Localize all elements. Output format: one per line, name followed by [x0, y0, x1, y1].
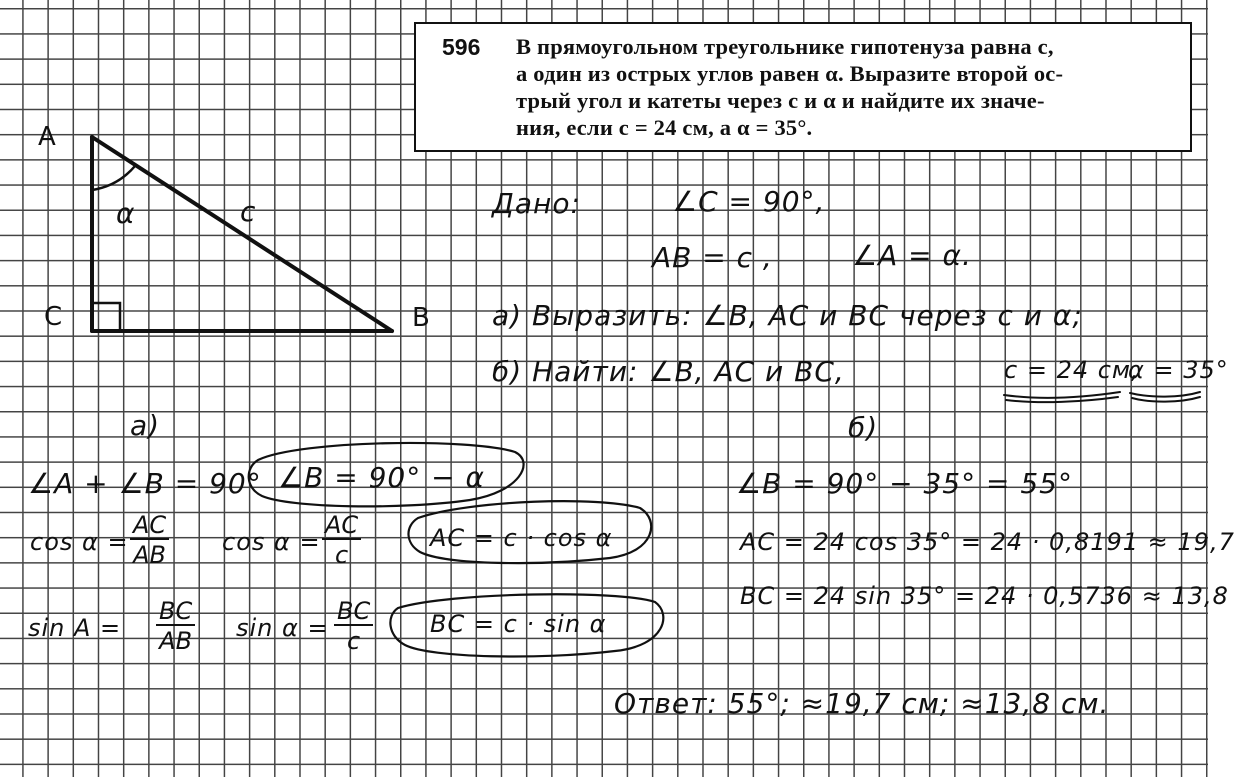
vertex-a-label: A: [38, 122, 57, 152]
cos2-denominator: c: [334, 541, 349, 570]
given-angle-c: ∠C = 90°,: [672, 185, 826, 218]
alpha-value-underline-2: [1132, 397, 1200, 402]
cos2-numerator: AC: [322, 512, 361, 540]
sin-a-lhs: sin A =: [28, 614, 122, 642]
cos-fraction-2: [322, 512, 361, 569]
hypotenuse-ab: [92, 137, 392, 331]
cos-alpha-lhs-2: cos α =: [222, 528, 321, 556]
cos-alpha-lhs: cos α =: [30, 528, 129, 556]
given-ab: AB = c ,: [652, 241, 773, 274]
sin-denominator: AB: [159, 627, 193, 656]
task-b-line: б) Найти: ∠B, AC и BC,: [492, 355, 845, 388]
alpha-value-underline-1: [1130, 392, 1200, 397]
sin-numerator: BC: [156, 598, 195, 626]
sin2-denominator: c: [347, 627, 361, 656]
bc-result: BC = c · sin α: [430, 610, 607, 638]
hypotenuse-label: c: [240, 195, 257, 228]
angle-b-result: ∠B = 90° − α: [278, 461, 485, 494]
angle-alpha-label: α: [116, 197, 136, 230]
cos-numerator: AC: [130, 512, 169, 540]
vertex-b-label: B: [412, 303, 431, 333]
ac-result: AC = c · cos α: [430, 524, 613, 552]
sin-fraction-2: [334, 598, 373, 655]
right-angle-mark: [92, 303, 120, 331]
sin-alpha-lhs: sin α =: [236, 614, 329, 642]
cos-denominator: AB: [133, 541, 167, 570]
problem-number: 596: [442, 34, 481, 60]
problem-line-2: а один из острых углов равен α. Выразите второй ос-: [516, 61, 1064, 86]
problem-line-3: трый угол и катеты через c и α и найдите их значе-: [516, 88, 1045, 113]
sin-fraction: [156, 598, 195, 655]
answer-line: Ответ: 55°; ≈19,7 см; ≈13,8 см.: [614, 687, 1110, 720]
given-label: Дано:: [492, 187, 581, 220]
angle-b-calc: ∠B = 90° − 35° = 55°: [736, 467, 1073, 500]
cos-fraction: [130, 512, 169, 569]
angle-alpha-arc: [92, 166, 135, 190]
ac-calc: AC = 24 cos 35° = 24 · 0,8191 ≈ 19,7: [740, 528, 1235, 556]
problem-line-1: В прямоугольном треугольнике гипотенуза равна c,: [516, 34, 1054, 59]
vertex-c-label: C: [44, 302, 64, 332]
task-alpha-value: α = 35°: [1128, 356, 1229, 384]
part-b-label: б): [848, 411, 879, 444]
task-a-line: а) Выразить: ∠B, AC и BC через c и α;: [492, 299, 1083, 332]
angle-sum-eq: ∠A + ∠B = 90°: [28, 467, 262, 500]
problem-line-4: ния, если c = 24 см, а α = 35°.: [516, 115, 813, 140]
c-value-underline-1: [1004, 392, 1120, 398]
task-c-value: c = 24 см,: [1004, 356, 1140, 384]
given-angle-a: ∠A = α.: [852, 239, 972, 272]
sin2-numerator: BC: [334, 598, 373, 626]
bc-calc: BC = 24 sin 35° = 24 · 0,5736 ≈ 13,8: [740, 582, 1229, 610]
part-a-label: а): [130, 409, 161, 442]
